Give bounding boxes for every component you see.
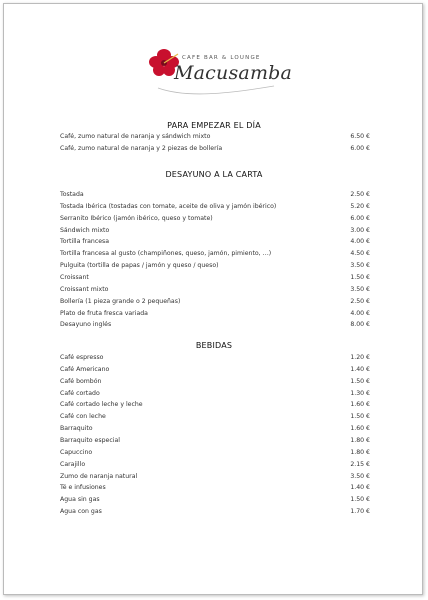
menu-item-name: Tortilla francesa (60, 238, 110, 246)
menu-item-row (60, 250, 370, 262)
menu-item-row (60, 286, 370, 298)
menu-item-row (60, 133, 370, 145)
menu-item-name: Zumo de naranja natural (60, 472, 138, 480)
menu-item-name: Plato de fruta fresca variada (60, 309, 148, 317)
menu-item-name: Café espresso (60, 354, 104, 361)
menu-item-name: Serranito Ibérico (jamón ibérico, queso y tomate) (60, 214, 213, 222)
menu-item-name: Té e infusiones (60, 484, 106, 492)
menu-item-price: 1.50 € (350, 377, 370, 385)
menu-item-name: Tostada (60, 191, 84, 198)
menu-item-price: 2.50 € (350, 297, 370, 305)
menu-item-name: Café bombón (60, 377, 102, 385)
menu-item-price: 8.00 € (350, 321, 370, 329)
section-title: DESAYUNO A LA CARTA (165, 170, 263, 179)
menu-item-row (60, 191, 370, 203)
menu-item-row (60, 227, 370, 239)
menu-item-row (60, 354, 370, 366)
menu-item-name: Café con leche (60, 413, 106, 421)
menu-item-row (60, 425, 370, 437)
menu-item-name: Tortilla francesa al gusto (champiñones, queso, jamón, pimiento, …) (60, 250, 272, 258)
menu-item-name: Agua con gas (60, 508, 102, 516)
menu-item-row (60, 215, 370, 227)
menu-item-name: Café cortado (60, 389, 100, 397)
menu-item-price: 6.00 € (350, 144, 370, 152)
menu-item-price: 2.50 € (350, 191, 370, 198)
menu-item-price: 1.50 € (350, 496, 370, 504)
menu-item-price: 1.50 € (350, 273, 370, 281)
section-title: PARA EMPEZAR EL DÍA (167, 121, 261, 130)
menu-item-row (60, 390, 370, 402)
menu-item-price: 2.15 € (350, 460, 370, 468)
menu-item-price: 1.80 € (350, 436, 370, 444)
menu-item-row (60, 473, 370, 485)
menu-item-name: Café, zumo natural de naranja y 2 piezas de bollería (60, 144, 223, 152)
logo-brand: Macusamba (174, 62, 293, 84)
menu-item-name: Barraquito (60, 425, 93, 433)
swirl-ornament-icon (156, 84, 276, 96)
menu-item-name: Barraquito especial (60, 436, 120, 444)
menu-item-name: Sándwich mixto (60, 226, 110, 234)
menu-item-row (60, 310, 370, 322)
menu-item-price: 1.50 € (350, 413, 370, 421)
menu-item-name: Agua sin gas (60, 496, 100, 504)
menu-item-row (60, 262, 370, 274)
logo-tagline: CAFE BAR & LOUNGE (182, 55, 261, 61)
logo (148, 46, 293, 102)
menu-item-name: Tostada Ibérica (tostadas con tomate, aceite de oliva y jamón ibérico) (60, 202, 277, 210)
menu-item-price: 4.50 € (350, 250, 370, 258)
menu-item-name: Desayuno inglés (60, 321, 112, 329)
menu-item-row (60, 496, 370, 508)
menu-item-price: 1.60 € (350, 425, 370, 433)
menu-item-price: 4.00 € (350, 309, 370, 317)
menu-item-price: 1.40 € (350, 365, 370, 373)
menu-item-row (60, 274, 370, 286)
menu-item-name: Bollería (1 pieza grande o 2 pequeñas) (60, 297, 181, 305)
menu-item-price: 3.50 € (350, 472, 370, 480)
menu-item-name: Capuccino (60, 448, 93, 456)
menu-item-row (60, 321, 370, 333)
menu-item-row (60, 401, 370, 413)
menu-item-name: Café Americano (60, 365, 110, 373)
menu-item-row (60, 508, 370, 520)
menu-item-name: Carajillo (60, 460, 86, 468)
menu-item-price: 6.00 € (350, 214, 370, 222)
menu-item-price: 4.00 € (350, 238, 370, 246)
menu-item-price: 1.60 € (350, 401, 370, 409)
menu-item-row (60, 413, 370, 425)
menu-item-price: 1.40 € (350, 484, 370, 492)
menu-item-row (60, 366, 370, 378)
menu-item-price: 1.20 € (350, 354, 370, 361)
menu-item-price: 1.70 € (350, 508, 370, 516)
menu-item-price: 1.30 € (350, 389, 370, 397)
menu-item-row (60, 238, 370, 250)
menu-item-row (60, 461, 370, 473)
menu-item-row (60, 203, 370, 215)
menu-item-price: 1.80 € (350, 448, 370, 456)
menu-item-row (60, 145, 370, 157)
menu-item-price: 3.50 € (350, 262, 370, 270)
menu-item-price: 6.50 € (350, 133, 370, 140)
menu-item-row (60, 484, 370, 496)
menu-item-name: Croissant mixto (60, 285, 109, 293)
menu-item-price: 3.00 € (350, 226, 370, 234)
section-title: BEBIDAS (195, 341, 233, 350)
menu-item-name: Pulguita (tortilla de papas / jamón y queso / queso) (60, 262, 219, 270)
menu-item-row (60, 449, 370, 461)
menu-item-price: 5.20 € (350, 202, 370, 210)
menu-item-row (60, 378, 370, 390)
menu-item-name: Croissant (60, 273, 89, 281)
menu-item-name: Café, zumo natural de naranja y sándwich mixto (60, 133, 211, 140)
menu-item-row (60, 437, 370, 449)
menu-item-name: Café cortado leche y leche (60, 401, 143, 409)
menu-item-row (60, 298, 370, 310)
menu-item-price: 3.50 € (350, 285, 370, 293)
